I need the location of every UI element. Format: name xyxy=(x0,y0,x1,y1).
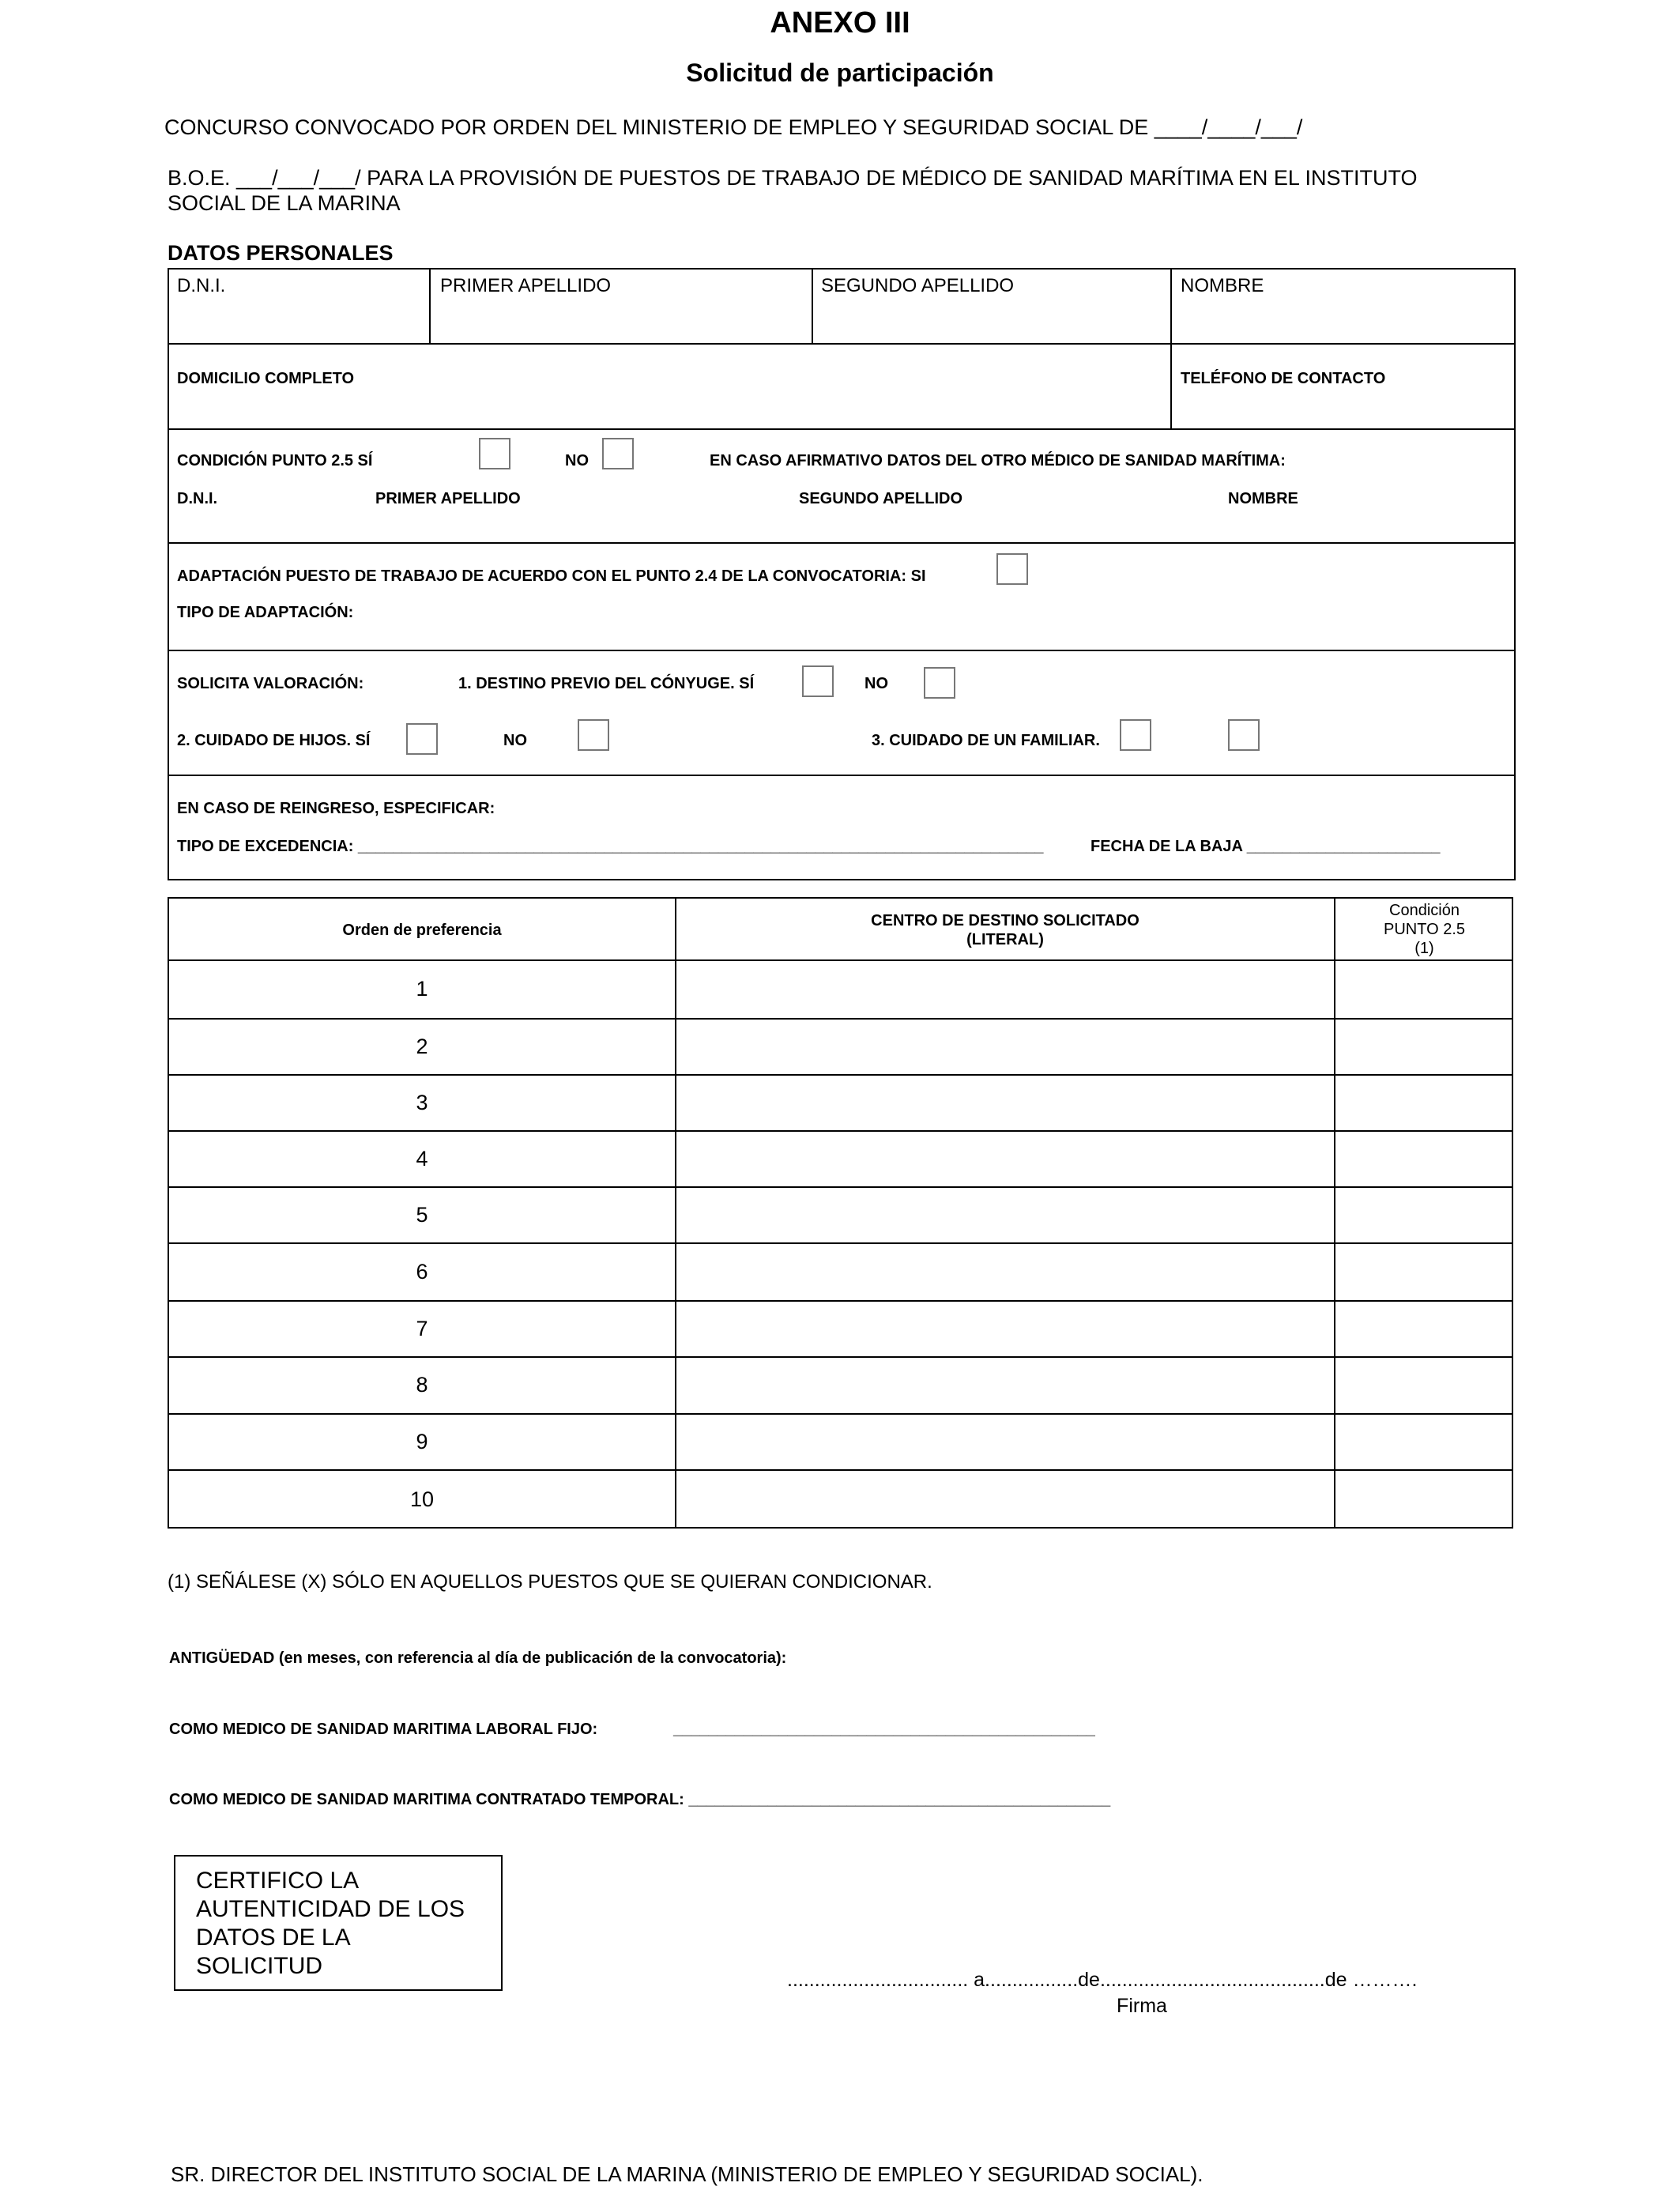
segundo-apellido-field[interactable]: SEGUNDO APELLIDO xyxy=(821,275,1015,296)
adaptacion-si-checkbox[interactable] xyxy=(996,553,1028,585)
destino-centro-cell[interactable] xyxy=(676,1302,1334,1355)
dni-field[interactable]: D.N.I. xyxy=(177,275,226,296)
otro-segundo-apellido-field[interactable]: SEGUNDO APELLIDO xyxy=(799,490,963,507)
boe-line: B.O.E. ___/___/___/ PARA LA PROVISIÓN DE PUESTOS DE TRABAJO DE MÉDICO DE SANIDAD MARÍTIMA EN EL INSTITUTO xyxy=(168,166,1418,190)
destino-row-number: 10 xyxy=(409,1487,435,1511)
cuidado-hijos-label: 2. CUIDADO DE HIJOS. SÍ xyxy=(177,732,371,749)
destino-row-number: 2 xyxy=(416,1034,428,1058)
destino-centro-cell[interactable] xyxy=(676,1244,1334,1299)
familiar-no-checkbox[interactable] xyxy=(1228,719,1260,751)
destino-row-number: 6 xyxy=(416,1259,428,1284)
fecha-baja-field[interactable]: FECHA DE LA BAJA ______________________ xyxy=(1090,838,1441,855)
hijos-no-label: NO xyxy=(503,732,527,749)
otro-primer-apellido-field[interactable]: PRIMER APELLIDO xyxy=(375,490,521,507)
annex-title: ANEXO III xyxy=(770,6,910,40)
antiguedad-label: ANTIGÜEDAD (en meses, con referencia al día de publicación de la convocatoria): xyxy=(169,1649,787,1667)
laboral-fijo-field[interactable]: ________________________________________________ xyxy=(673,1721,1095,1738)
hijos-no-checkbox[interactable] xyxy=(578,719,609,751)
laboral-fijo-label: COMO MEDICO DE SANIDAD MARITIMA LABORAL FIJO: xyxy=(169,1721,598,1738)
otro-medico-label: EN CASO AFIRMATIVO DATOS DEL OTRO MÉDICO DE SANIDAD MARÍTIMA: xyxy=(710,452,1286,469)
contratado-temporal-field[interactable]: COMO MEDICO DE SANIDAD MARITIMA CONTRATADO TEMPORAL: ________________________________________________ xyxy=(169,1791,1111,1808)
conyuge-no-label: NO xyxy=(864,675,888,692)
otro-dni-field[interactable]: D.N.I. xyxy=(177,490,218,507)
boe-line-cont: SOCIAL DE LA MARINA xyxy=(168,191,401,215)
hijos-si-checkbox[interactable] xyxy=(406,723,438,755)
destino-centro-cell[interactable] xyxy=(676,1188,1334,1241)
destino-row-number: 1 xyxy=(416,977,428,1001)
cuidado-familiar-label: 3. CUIDADO DE UN FAMILIAR. xyxy=(872,732,1100,749)
convocatoria-line: CONCURSO CONVOCADO POR ORDEN DEL MINISTERIO DE EMPLEO Y SEGURIDAD SOCIAL DE ____/____/___/ xyxy=(164,115,1303,139)
destino-condicion-cell[interactable] xyxy=(1335,1188,1512,1241)
familiar-si-checkbox[interactable] xyxy=(1120,719,1151,751)
conyuge-no-checkbox[interactable] xyxy=(924,667,955,699)
destino-condicion-cell[interactable] xyxy=(1335,1076,1512,1129)
col-condicion-header: Condición xyxy=(1389,902,1460,919)
destino-condicion-cell[interactable] xyxy=(1335,1132,1512,1185)
certifico-line-4: SOLICITUD xyxy=(196,1953,323,1979)
adaptacion-label: ADAPTACIÓN PUESTO DE TRABAJO DE ACUERDO CON EL PUNTO 2.4 DE LA CONVOCATORIA: SI xyxy=(177,567,926,585)
section-title-datos-personales: DATOS PERSONALES xyxy=(168,241,394,265)
destino-condicion-cell[interactable] xyxy=(1335,1415,1512,1468)
certifico-text xyxy=(196,1867,465,1981)
col-centro-header-literal: (LITERAL) xyxy=(966,931,1044,948)
tipo-adaptacion-field[interactable]: TIPO DE ADAPTACIÓN: xyxy=(177,604,354,621)
condicion-si-checkbox[interactable] xyxy=(479,438,510,469)
conyuge-si-checkbox[interactable] xyxy=(802,665,834,697)
destino-condicion-cell[interactable] xyxy=(1335,1244,1512,1299)
col-centro-header: CENTRO DE DESTINO SOLICITADO xyxy=(871,912,1139,929)
certifico-line-2: AUTENTICIDAD DE LOS xyxy=(196,1896,465,1922)
telefono-field[interactable]: TELÉFONO DE CONTACTO xyxy=(1181,370,1386,387)
destino-centro-cell[interactable] xyxy=(676,1076,1334,1129)
fecha-firma-line[interactable]: ................................. a.................de.........................................de ………. xyxy=(787,1969,1418,1991)
domicilio-field[interactable]: DOMICILIO COMPLETO xyxy=(177,370,355,387)
condicion-punto-label: CONDICIÓN PUNTO 2.5 SÍ xyxy=(177,452,373,469)
destino-conyuge-label: 1. DESTINO PREVIO DEL CÓNYUGE. SÍ xyxy=(458,675,755,692)
tipo-excedencia-field[interactable]: TIPO DE EXCEDENCIA: ______________________________________________________________________________ xyxy=(177,838,1044,855)
destino-condicion-cell[interactable] xyxy=(1335,1471,1512,1527)
otro-nombre-field[interactable]: NOMBRE xyxy=(1228,490,1298,507)
col-condicion-nota: (1) xyxy=(1414,940,1434,957)
firma-label: Firma xyxy=(1117,1995,1167,2017)
destino-centro-cell[interactable] xyxy=(676,1132,1334,1185)
destino-condicion-cell[interactable] xyxy=(1335,1358,1512,1412)
certifico-line-1: CERTIFICO LA xyxy=(196,1868,360,1894)
condicion-no-label: NO xyxy=(565,452,589,469)
form-subtitle: Solicitud de participación xyxy=(686,58,994,87)
destino-centro-cell[interactable] xyxy=(676,1358,1334,1412)
solicita-valoracion-label: SOLICITA VALORACIÓN: xyxy=(177,675,364,692)
destino-row-number: 9 xyxy=(416,1429,428,1453)
destino-centro-cell[interactable] xyxy=(676,961,1334,1016)
destino-row-number: 8 xyxy=(416,1373,428,1397)
col-orden-header: Orden de preferencia xyxy=(342,922,502,939)
destino-row-number: 3 xyxy=(416,1090,428,1114)
nombre-field[interactable]: NOMBRE xyxy=(1181,275,1264,296)
col-condicion-punto: PUNTO 2.5 xyxy=(1384,921,1465,938)
destino-condicion-cell[interactable] xyxy=(1335,961,1512,1016)
destino-centro-cell[interactable] xyxy=(676,1415,1334,1468)
destino-row-number: 4 xyxy=(416,1146,428,1171)
destino-row-number: 5 xyxy=(416,1202,428,1227)
destino-condicion-cell[interactable] xyxy=(1335,1302,1512,1355)
destino-row-number: 7 xyxy=(416,1316,428,1340)
destinatario: SR. DIRECTOR DEL INSTITUTO SOCIAL DE LA MARINA (MINISTERIO DE EMPLEO Y SEGURIDAD SOCIAL). xyxy=(171,2162,1203,2186)
reingreso-label: EN CASO DE REINGRESO, ESPECIFICAR: xyxy=(177,800,495,817)
condicion-no-checkbox[interactable] xyxy=(602,438,634,469)
destino-condicion-cell[interactable] xyxy=(1335,1020,1512,1072)
destino-centro-cell[interactable] xyxy=(676,1471,1334,1527)
destino-centro-cell[interactable] xyxy=(676,1020,1334,1072)
certifico-line-3: DATOS DE LA xyxy=(196,1924,351,1951)
primer-apellido-field[interactable]: PRIMER APELLIDO xyxy=(440,275,612,296)
nota-condicionar: (1) SEÑÁLESE (X) SÓLO EN AQUELLOS PUESTOS QUE SE QUIERAN CONDICIONAR. xyxy=(168,1571,932,1593)
